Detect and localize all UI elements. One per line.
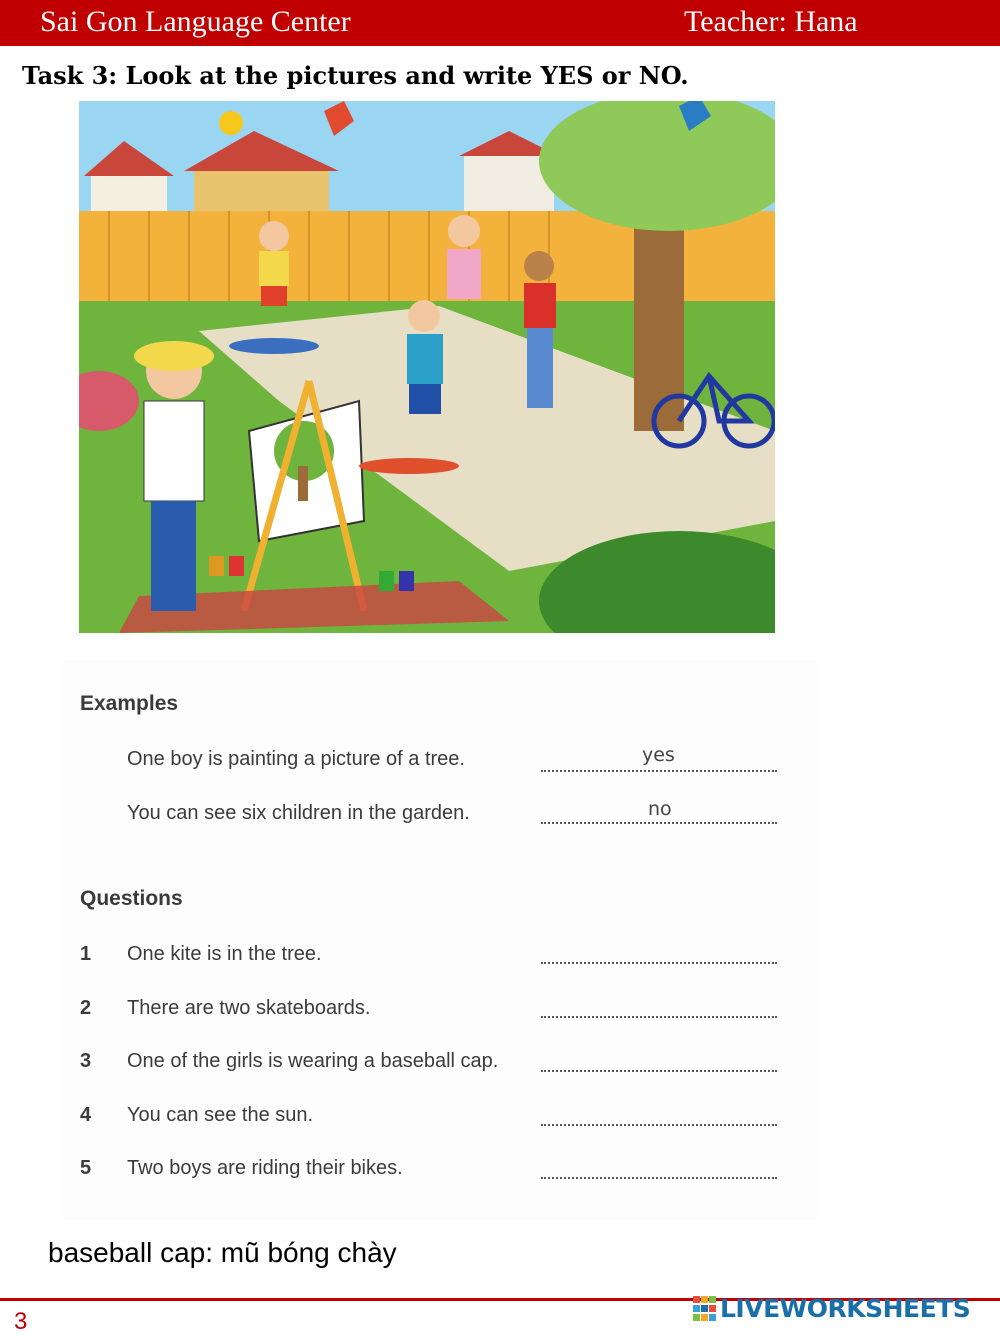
question-4-answer-line[interactable] [541, 1122, 777, 1126]
page-number: 3 [14, 1308, 28, 1335]
question-2-number: 2 [80, 997, 92, 1019]
liveworksheets-logo [692, 1294, 970, 1323]
example-1-answer-line [541, 768, 777, 772]
question-2-answer-line[interactable] [541, 1014, 777, 1018]
example-2-text: You can see six children in the garden. [127, 802, 470, 824]
girl-red-shirt [524, 251, 556, 408]
center-name: Sai Gon Language Center [40, 5, 351, 38]
garden-illustration [79, 101, 775, 633]
header-bar [0, 0, 1000, 46]
teacher-name: Teacher: Hana [684, 5, 858, 38]
question-2-text: There are two skateboards. [127, 997, 371, 1019]
examples-heading: Examples [80, 692, 179, 715]
question-3-number: 3 [80, 1050, 92, 1072]
example-2-answer-line [541, 820, 777, 824]
question-1-answer-line[interactable] [541, 960, 777, 964]
question-1-number: 1 [80, 943, 92, 965]
example-1-answer: yes [642, 744, 675, 766]
question-5-number: 5 [80, 1157, 92, 1179]
worksheet-panel [60, 660, 820, 1220]
question-5-text: Two boys are riding their bikes. [127, 1157, 403, 1179]
girl-kite [447, 215, 481, 299]
questions-heading: Questions [80, 887, 183, 910]
example-1-text: One boy is painting a picture of a tree. [127, 748, 465, 770]
question-4-text: You can see the sun. [127, 1104, 314, 1126]
example-2-answer: no [648, 798, 672, 820]
vocab-note: baseball cap: mũ bóng chày [48, 1237, 397, 1268]
liveworksheets-icon [692, 1295, 718, 1323]
question-5-answer-line[interactable] [541, 1175, 777, 1179]
question-1-text: One kite is in the tree. [127, 943, 322, 965]
question-3-text: One of the girls is wearing a baseball cap. [127, 1050, 499, 1072]
sun-icon [219, 111, 243, 135]
liveworksheets-wordmark: LIVEWORKSHEETS [720, 1294, 971, 1323]
question-3-answer-line[interactable] [541, 1068, 777, 1072]
task-title: Task 3: Look at the pictures and write YES or NO. [22, 61, 689, 90]
question-4-number: 4 [80, 1104, 92, 1126]
